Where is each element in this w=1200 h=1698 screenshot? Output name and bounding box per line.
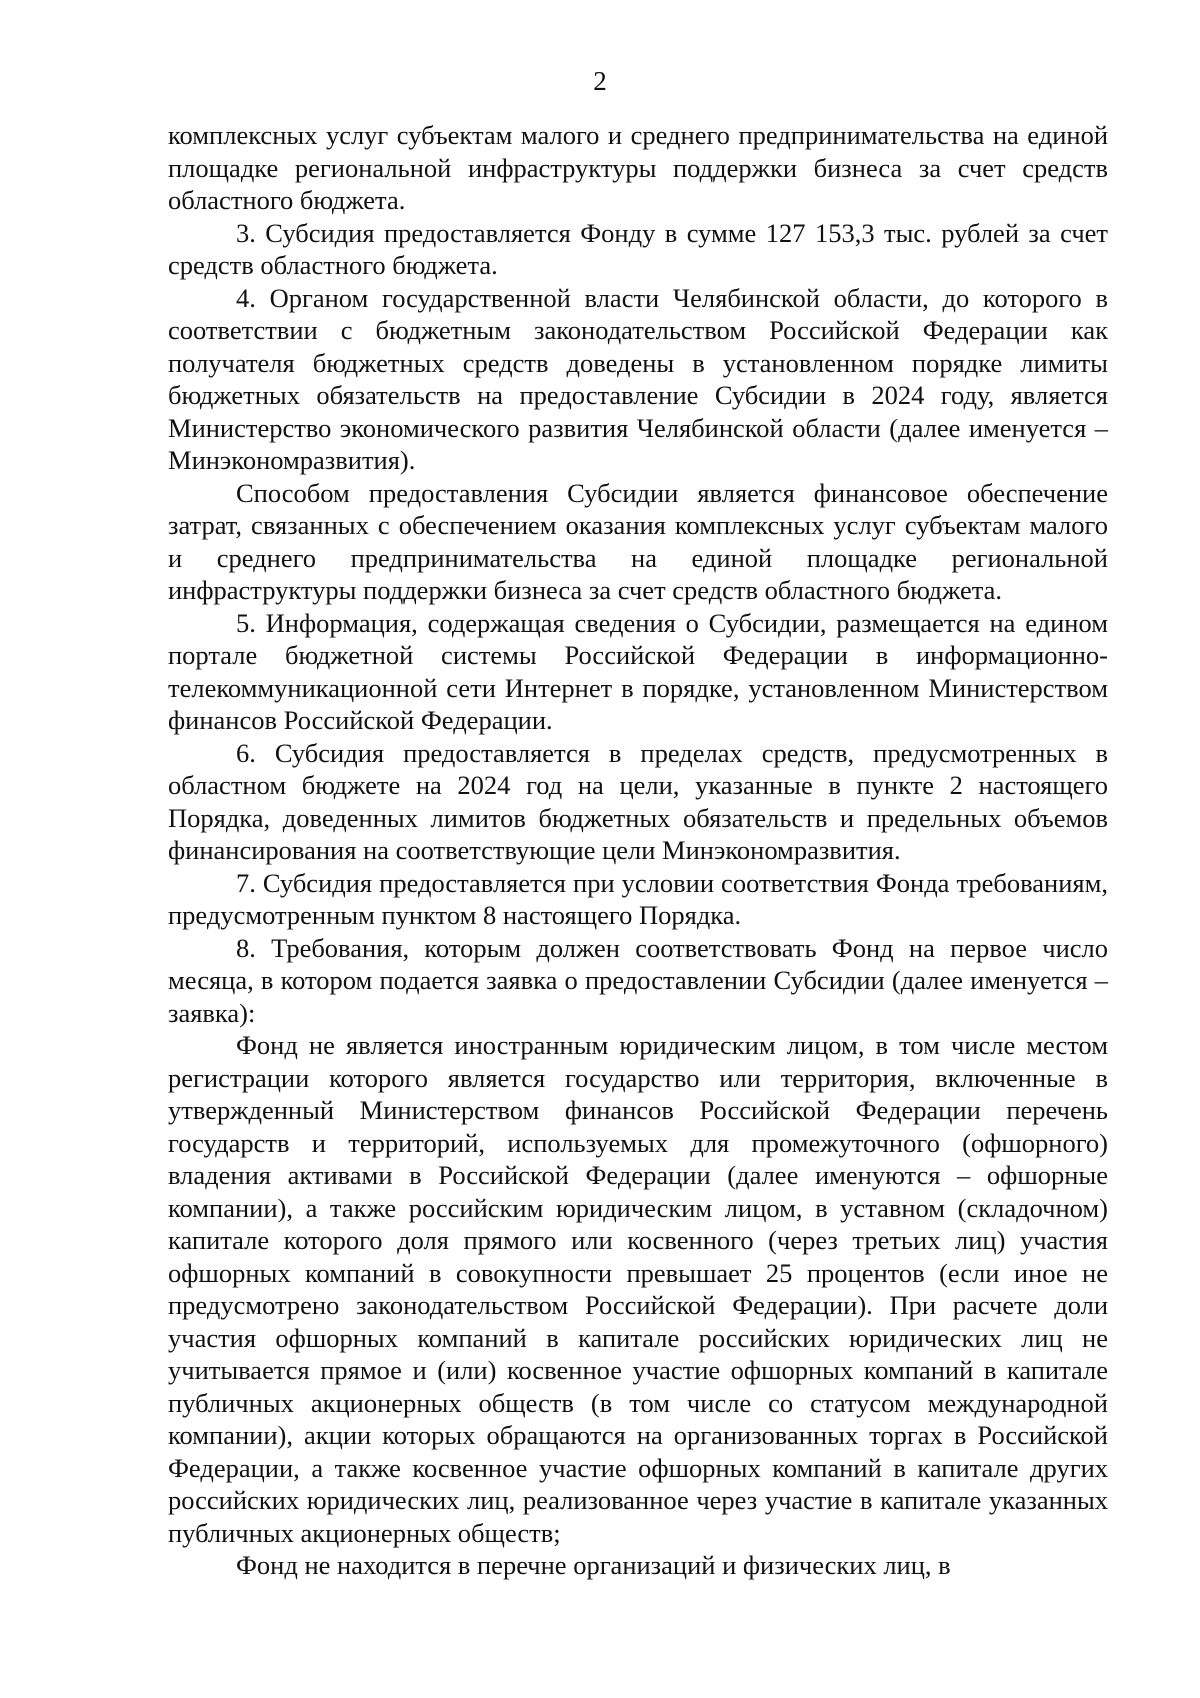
paragraph-item-4: 4. Органом государственной власти Челябинской области, до которого в соответствии с бюджетным законодательством Российской Федерации как получателя бюджетных средств доведены в установленном порядке лимиты бюджетных обязательств на предоставление Субсидии в 2024 году, является Министерство экономического развития Челябинской области (далее именуется – Минэкономразвития).: [168, 282, 1108, 475]
paragraph-continuation: комплексных услуг субъектам малого и среднего предпринимательства на единой площадке региональной инфраструктуры поддержки бизнеса за счет средств областного бюджета.: [168, 120, 1108, 215]
paragraph-item-5: 5. Информация, содержащая сведения о Субсидии, размещается на едином портале бюджетной системы Российской Федерации в информационно-телекоммуникационной сети Интернет в порядке, установленном Министерством финансов Российской Федерации.: [168, 607, 1108, 735]
document-body: [168, 119, 1108, 1582]
paragraph-offshore-requirement: Фонд не является иностранным юридическим лицом, в том числе местом регистрации которого является государство или территория, включенные в утвержденный Министерством финансов Российской Федерации перечень государств и территорий, используемых для промежуточного (офшорного) владения активами в Российской Федерации (далее именуются – офшорные компании), а также российским юридическим лицом, в уставном (складочном) капитале которого доля прямого или косвенного (через третьих лиц) участия офшорных компаний в совокупности превышает 25 процентов (если иное не предусмотрено законодательством Российской Федерации). При расчете доли участия офшорных компаний в капитале российских юридических лиц не учитывается прямое и (или) косвенное участие офшорных компаний в капитале публичных акционерных обществ (в том числе со статусом международной компании), акции которых обращаются на организованных торгах в Российской Федерации, а также косвенное участие офшорных компаний в капитале других российских юридических лиц, реализованное через участие в капитале указанных публичных акционерных обществ;: [168, 1030, 1108, 1548]
paragraph-item-7: 7. Субсидия предоставляется при условии соответствия Фонда требованиям, предусмотренным пунктом 8 настоящего Порядка.: [168, 867, 1108, 930]
paragraph-item-8: 8. Требования, которым должен соответствовать Фонд на первое число месяца, в котором подается заявка о предоставлении Субсидии (далее именуется – заявка):: [168, 932, 1108, 1028]
paragraph-item-3: 3. Субсидия предоставляется Фонду в сумме 127 153,3 тыс. рублей за счет средств областного бюджета.: [168, 217, 1108, 280]
paragraph-item-6: 6. Субсидия предоставляется в пределах средств, предусмотренных в областном бюджете на 2024 год на цели, указанные в пункте 2 настоящего Порядка, доведенных лимитов бюджетных обязательств и предельных объемов финансирования на соответствующие цели Минэкономразвития.: [168, 737, 1108, 865]
page-number: 2: [593, 66, 607, 96]
paragraph-list-requirement: Фонд не находится в перечне организаций и физических лиц, в: [236, 1550, 951, 1580]
paragraph-subsidy-method: Способом предоставления Субсидии является финансовое обеспечение затрат, связанных с обеспечением оказания комплексных услуг субъектам малого и среднего предпринимательства на единой площадке региональной инфраструктуры поддержки бизнеса за счет средств областного бюджета.: [168, 477, 1108, 605]
